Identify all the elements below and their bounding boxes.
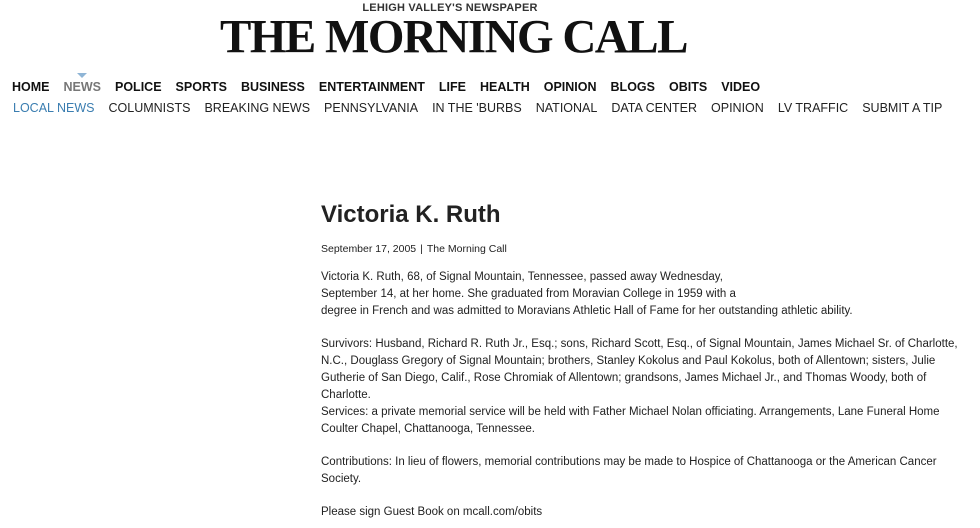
subnav-item-breaking-news[interactable]: BREAKING NEWS: [204, 101, 311, 115]
nav-item-business[interactable]: BUSINESS: [240, 80, 305, 94]
subnav-item-columnists[interactable]: COLUMNISTS: [108, 101, 191, 115]
nav-item-sports[interactable]: SPORTS: [175, 80, 227, 94]
nav-item-police[interactable]: POLICE: [115, 80, 162, 94]
masthead: [220, 2, 687, 64]
article-paragraph: [321, 269, 971, 320]
paragraph-line: September 14, at her home. She graduated from Moravian College in 1959 with a: [321, 288, 736, 300]
primary-navigation: [12, 79, 774, 95]
obituary-article: [321, 200, 971, 528]
subnav-item-lv-traffic[interactable]: LV TRAFFIC: [777, 101, 849, 115]
article-paragraph: Contributions: In lieu of flowers, memorial contributions may be made to Hospice of Chattanooga or the American Cancer Society.: [321, 456, 937, 485]
nav-item-entertainment[interactable]: ENTERTAINMENT: [318, 80, 425, 94]
article-headline: Victoria K. Ruth: [321, 201, 501, 228]
nav-item-blogs[interactable]: BLOGS: [610, 80, 655, 94]
nav-item-home[interactable]: HOME: [12, 80, 50, 94]
article-paragraph: Please sign Guest Book on mcall.com/obits: [321, 506, 543, 518]
nav-item-health[interactable]: HEALTH: [479, 80, 530, 94]
subnav-item-opinion[interactable]: OPINION: [711, 101, 764, 115]
paragraph-line: Victoria K. Ruth, 68, of Signal Mountain, Tennessee, passed away Wednesday,: [321, 271, 723, 283]
nav-item-opinion[interactable]: OPINION: [543, 80, 597, 94]
subnav-item-local-news[interactable]: LOCAL NEWS: [13, 101, 95, 115]
masthead-tagline: LEHIGH VALLEY'S NEWSPAPER: [362, 2, 538, 14]
article-paragraph: Services: a private memorial service will be held with Father Michael Nolan officiating. Arrangements, Lane Funeral Home Coulter Chapel, Chattanooga, Tennessee.: [321, 406, 940, 435]
article-source: The Morning Call: [426, 243, 507, 255]
subnav-item-pennsylvania[interactable]: PENNSYLVANIA: [324, 101, 419, 115]
newspaper-logo[interactable]: THE MORNING CALL: [220, 10, 687, 64]
nav-item-obits[interactable]: OBITS: [668, 80, 708, 94]
nav-item-news[interactable]: NEWS: [63, 80, 101, 94]
nav-item-video[interactable]: VIDEO: [721, 80, 761, 94]
article-date: September 17, 2005: [321, 243, 417, 255]
byline-separator: |: [420, 243, 423, 255]
article-byline: [321, 242, 971, 256]
subnav-item-data-center[interactable]: DATA CENTER: [611, 101, 698, 115]
article-paragraph: Survivors: Husband, Richard R. Ruth Jr., Esq.; sons, Richard Scott, Esq., of Signal Mountain, James Michael Sr. of Charlotte, N.C., Douglass Gregory of Signal Mountain; brothers, Stanley Kokolus and Paul Kokolus, both of Allentown; sisters, Julie Gutherie of San Diego, Calif., Rose Chromiak of Allentown; grandsons, James Michael Jr., and Thomas Woody, both of Charlotte.: [321, 338, 958, 401]
subnav-item-submit-a-tip[interactable]: SUBMIT A TIP: [862, 101, 943, 115]
nav-item-life[interactable]: LIFE: [438, 80, 466, 94]
secondary-navigation: [13, 100, 956, 116]
paragraph-line: degree in French and was admitted to Moravians Athletic Hall of Fame for her outstanding athletic ability.: [321, 305, 853, 317]
subnav-item-national[interactable]: NATIONAL: [535, 101, 598, 115]
article-body: [321, 269, 971, 521]
subnav-item-in-the-burbs[interactable]: IN THE 'BURBS: [432, 101, 522, 115]
